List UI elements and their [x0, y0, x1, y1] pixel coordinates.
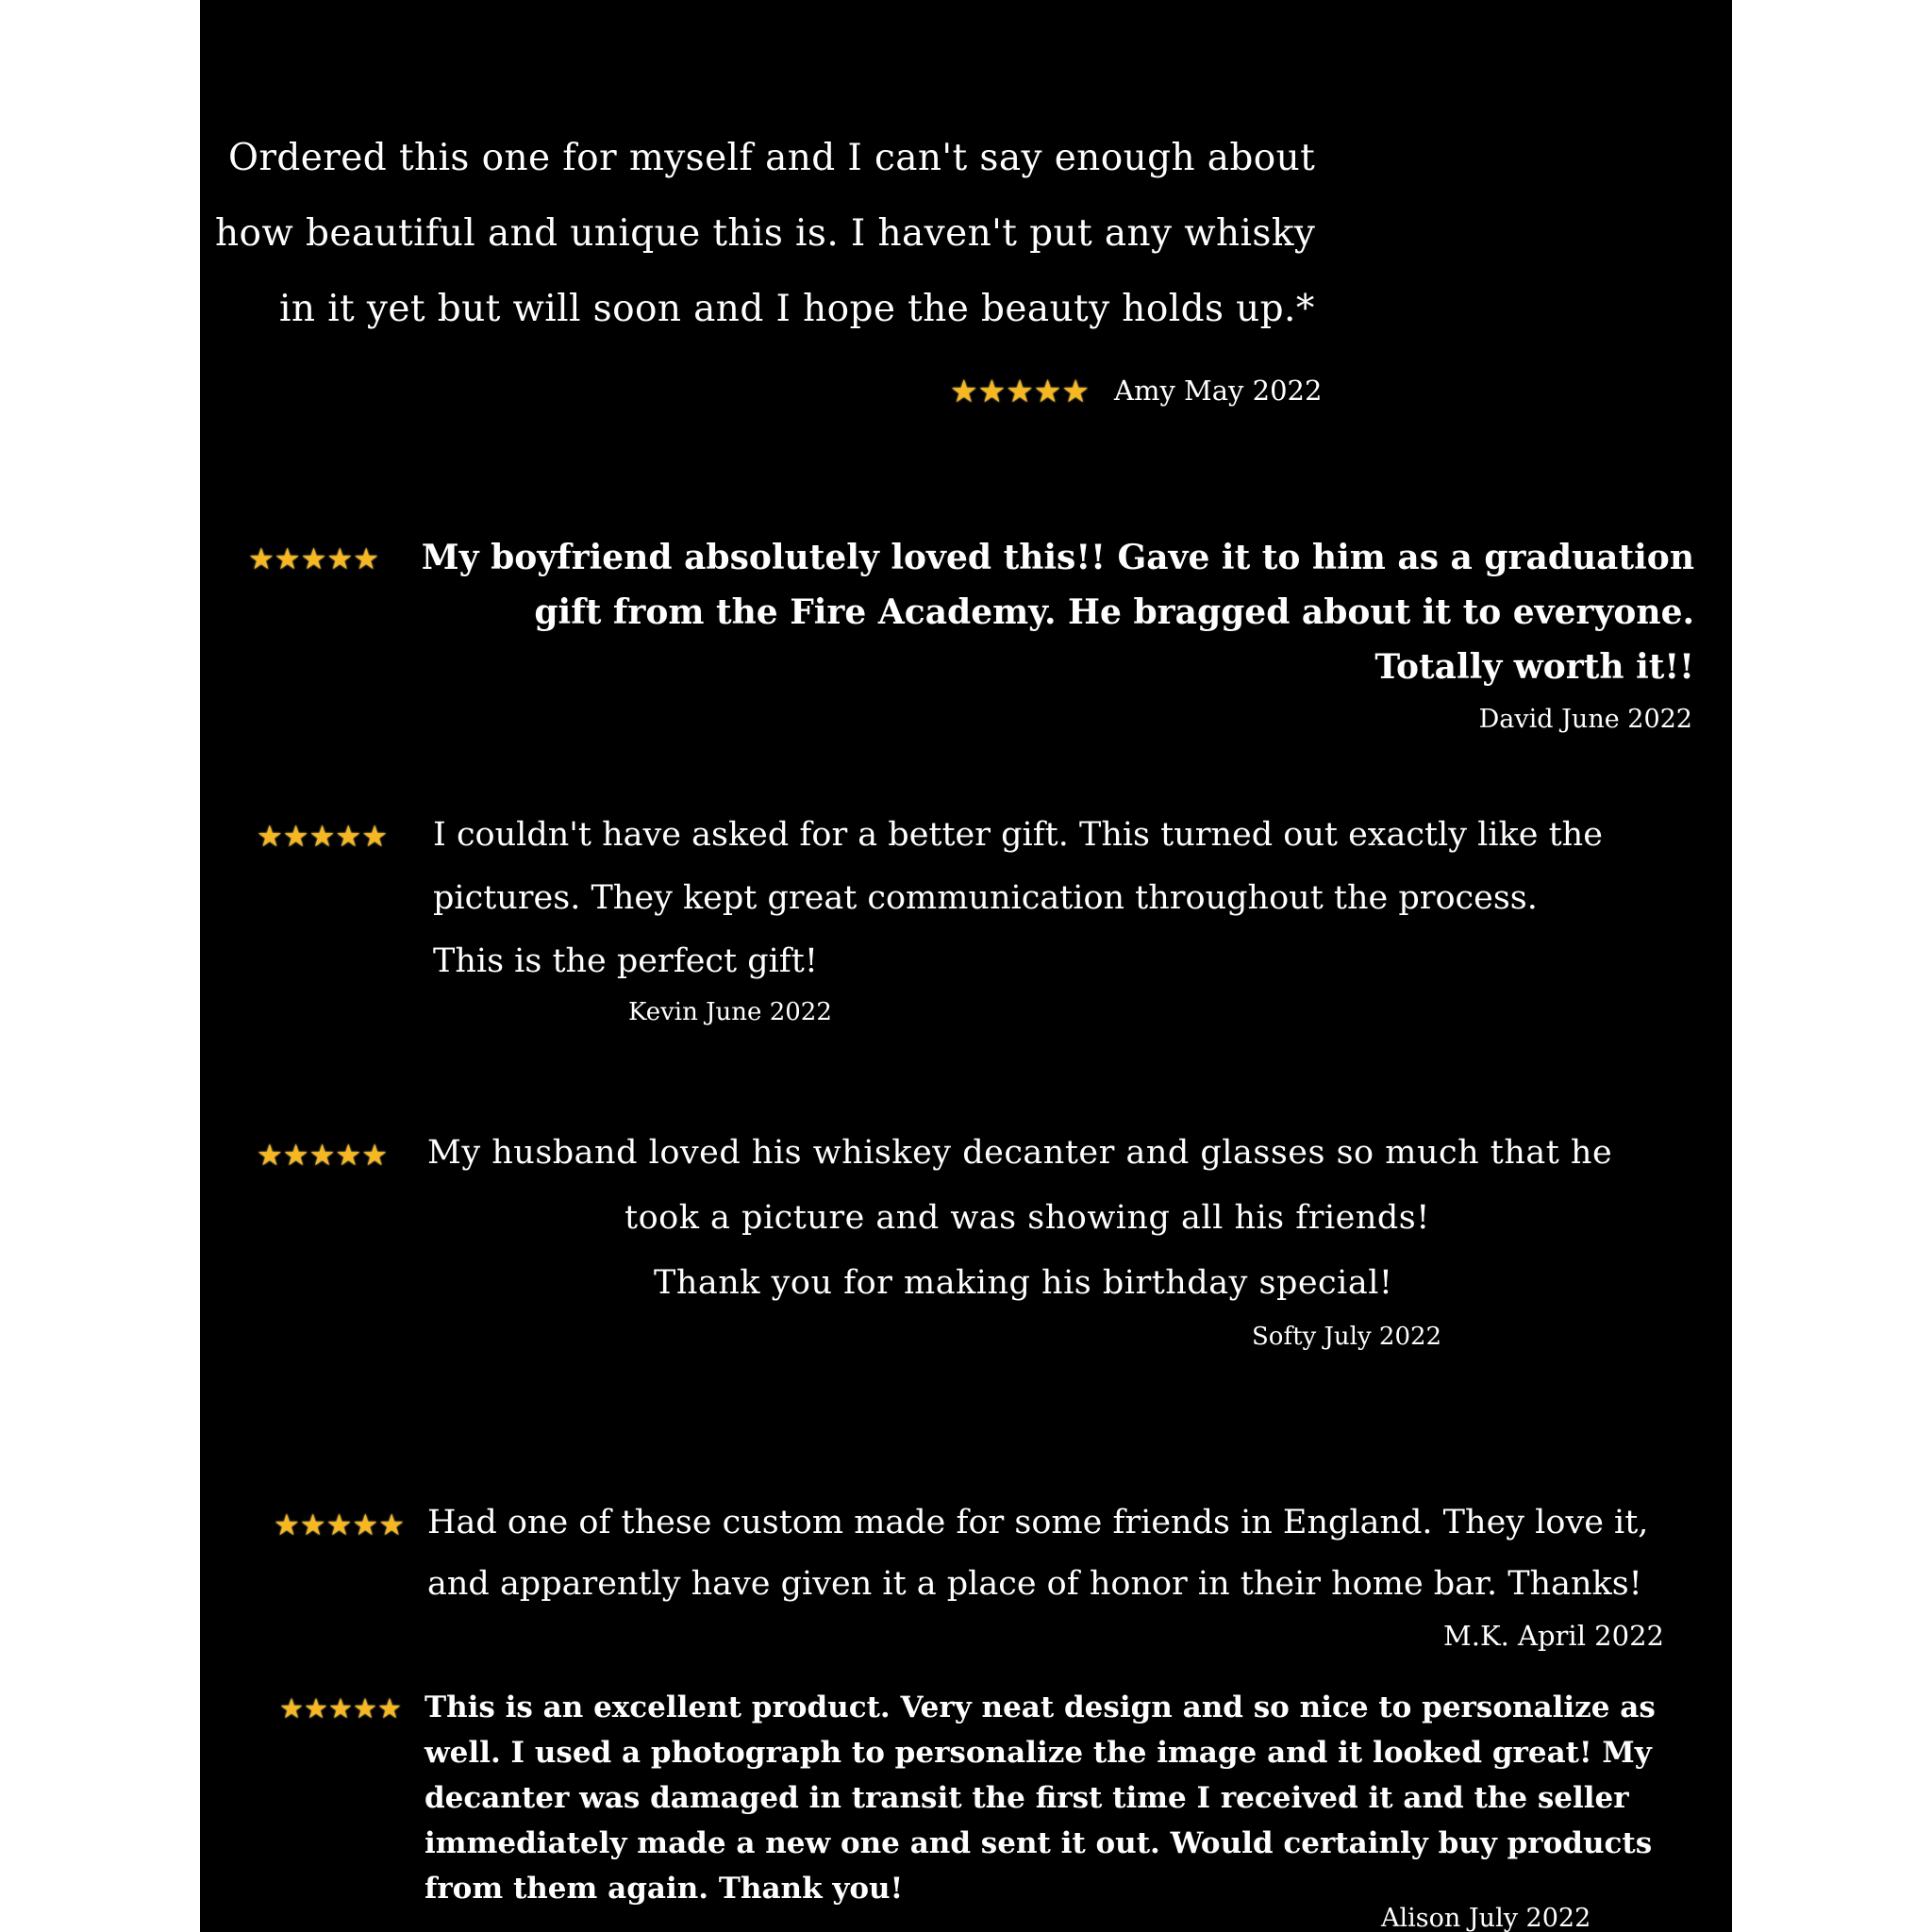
review-author: Amy May 2022	[1114, 375, 1323, 407]
review-line: in it yet but will soon and I hope the beauty holds up.*	[279, 288, 1315, 330]
review-author: Alison July 2022	[1381, 1904, 1591, 1932]
review-line: My husband loved his whiskey decanter and glasses so much that he	[427, 1134, 1613, 1172]
reviews-panel	[200, 0, 1732, 1932]
review-author: David June 2022	[1478, 705, 1692, 734]
review-line: My boyfriend absolutely loved this!! Gave it to him as a graduation	[421, 538, 1694, 577]
review-line: gift from the Fire Academy. He bragged about it to everyone.	[534, 592, 1694, 632]
review-line: Totally worth it!!	[1374, 647, 1694, 687]
review-line: well. I used a photograph to personalize the image and it looked great! My	[425, 1736, 1652, 1770]
review-line: pictures. They kept great communication throughout the process.	[433, 879, 1538, 917]
review-line: and apparently have given it a place of honor in their home bar. Thanks!	[427, 1565, 1642, 1603]
review-line: Thank you for making his birthday special!	[654, 1264, 1393, 1302]
review-line: immediately made a new one and sent it out. Would certainly buy products	[425, 1826, 1653, 1860]
review-author: M.K. April 2022	[1443, 1620, 1664, 1652]
star-rating-icon: ★ ★ ★ ★ ★	[257, 820, 388, 854]
review-line: decanter was damaged in transit the first time I received it and the seller	[425, 1781, 1629, 1815]
review-line: took a picture and was showing all his friends!	[625, 1199, 1430, 1237]
review-line: Had one of these custom made for some friends in England. They love it,	[427, 1504, 1649, 1541]
review-line: This is the perfect gift!	[433, 942, 818, 980]
star-rating-icon: ★ ★ ★ ★ ★	[274, 1508, 405, 1542]
review-line: This is an excellent product. Very neat design and so nice to personalize as	[425, 1690, 1656, 1724]
review-line: Ordered this one for myself and I can't say enough about	[228, 137, 1316, 179]
review-line: I couldn't have asked for a better gift. This turned out exactly like the	[433, 816, 1603, 854]
review-author: Kevin June 2022	[628, 998, 832, 1026]
star-rating-icon: ★ ★ ★ ★ ★	[257, 1139, 388, 1173]
star-rating-icon: ★ ★ ★ ★ ★	[950, 373, 1090, 409]
star-rating-icon: ★ ★ ★ ★ ★	[248, 542, 379, 576]
review-line: from them again. Thank you!	[425, 1872, 904, 1906]
star-rating-icon: ★ ★ ★ ★ ★	[279, 1692, 402, 1724]
review-author: Softy July 2022	[1252, 1323, 1442, 1351]
review-line: how beautiful and unique this is. I haven't put any whisky	[215, 212, 1316, 255]
